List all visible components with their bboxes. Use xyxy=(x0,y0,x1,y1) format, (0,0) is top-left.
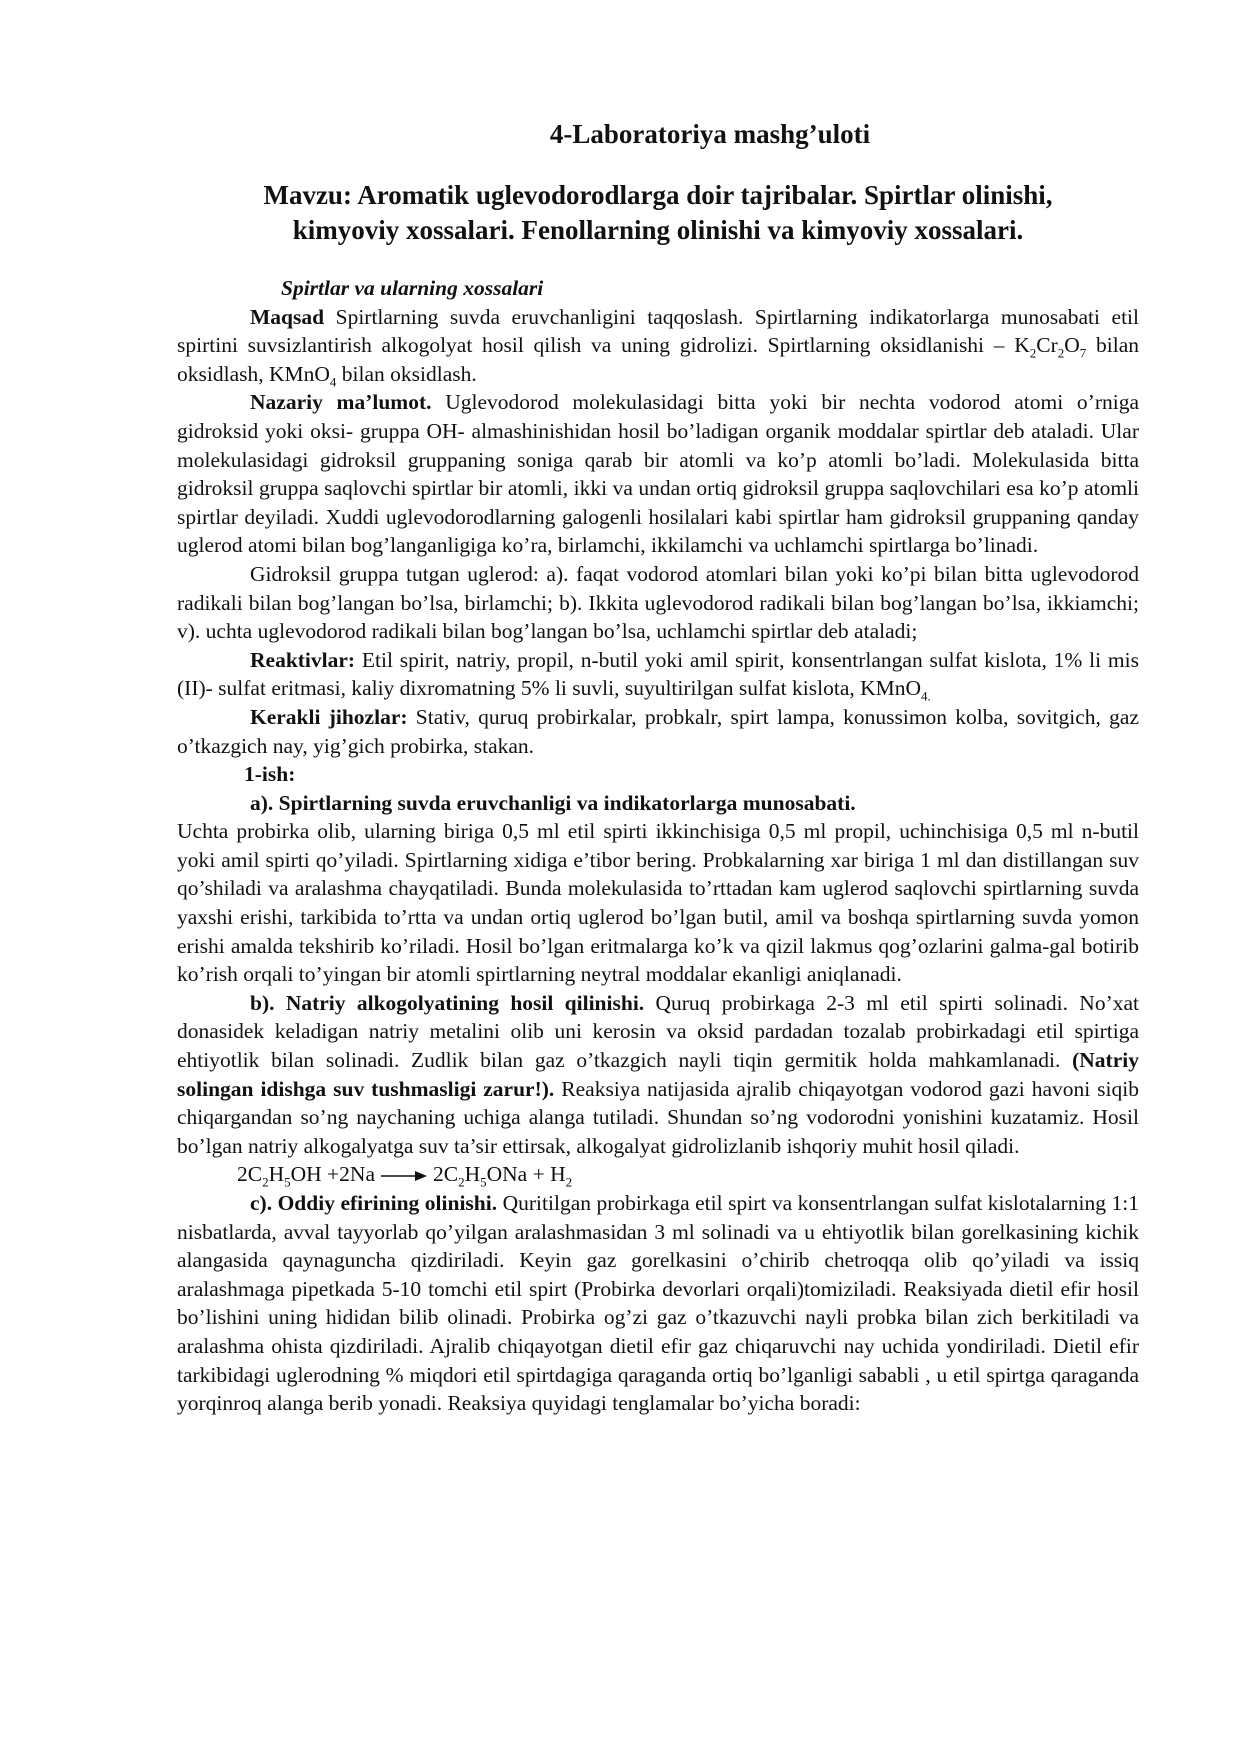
dichromate-formula: $K_2Cr_2O_7$ xyxy=(1014,333,1087,361)
reaction-arrow-icon xyxy=(381,1170,427,1182)
section-b-heading: b). Natriy alkogolyatining hosil qilinishi. xyxy=(250,990,645,1015)
section-c-text: Quritilgan probirkaga etil spirt va konsentrlangan sulfat kislotalarning 1:1 nisbatlarda, avval tayyorlab qo’yilgan aralashmasidan 3 ml solinadi va u ehtiyotlik bilan gorelkasining kichik alangasida qaynaguncha qizdiriladi. Keyin gaz gorelkasini o’chirib chetroqqa olib qo’yiladi va issiq aralashmaga pipetkada 5-10 tomchi etil spirt (Probirka devorlari orqali)tomiziladi. Reaksiyada dietil efir hosil bo’lishini uning hididan bilib olinadi. Probirka og’zi gaz o’tkazuvchi nayli probka bilan zich berkitiladi va aralashma ohista qizdiriladi. Ajralib chiqayotgan dietil efir gaz chiqaruvchi nay uchida yondiriladi. Dietil efir tarkibidagi uglerodning % miqdori etil spirtdagiga qaraganda ortiq bo’lganligi sababli , u etil spirtga qaraganda yorqinroq alanga berib yonadi. Reaksiya quyidagi tenglamalar bo’yicha boradi: xyxy=(177,1191,1139,1416)
maqsad-tail: bilan oksidlash, KMnO xyxy=(177,333,1139,386)
maqsad-paragraph: Maqsad Spirtlarning suvda eruvchanligini taqqoslash. Spirtlarning indikatorlarga munosabati etil spirtini suvsizlantirish alkogolyat hosil qilish va uning gidrolizi. Spirtlarning oksidlanishi – $K_2Cr_2O_7$ bilan oksidlash, KMnO$_4$ bilan oksidlash. xyxy=(177,304,1139,390)
document-body xyxy=(177,274,1139,1418)
section-b-text1: Quruq probirkaga 2-3 ml etil spirti solinadi. No’xat donasidek keladigan natriy metalini olib uni kerosin va oksid pardadan tozalab probirkadagi etil spirtiga ehtiyotlik bilan solinadi. Zudlik bilan gaz o’tkazgich nayli tiqin germitik holda mahkamlanadi. xyxy=(177,990,1139,1073)
section-a-heading: a). Spirtlarning suvda eruvchanligi va indikatorlarga munosabati. xyxy=(250,790,856,815)
lab-title: 4-Laboratoriya mashg’uloti xyxy=(549,119,871,149)
nazariy-text: Uglevodorod molekulasidagi bitta yoki bir nechta vodorod atomi o’rniga gidroksid yoki oksi- gruppa OH- almashinishidan hosil bo’ladigan organik moddalar spirtlar deb ataladi. Ular molekulasidagi gidroksil gruppaning soniga qarab bir atomli va ko’p atomli bo’ladi. Molekulasida bitta gidroksil gruppa saqlovchi spirtlar bir atomli, ikki va undan ortiq gidroksil gruppa saqlovchilari esa ko’p atomli spirtlar deyiladi. Xuddi uglevodorodlarning galogenli hosilalari kabi spirtlar ham gidroksil gruppaning qanday uglerod atomi bilan bog’langanligiga ko’ra, birlamchi, ikkilamchi va uchlamchi spirtlarga bo’linadi. xyxy=(177,390,1139,558)
reaktivlar-paragraph xyxy=(177,646,1139,703)
section-subtitle: Spirtlar va ularning xossalari xyxy=(281,276,544,300)
reaktivlar-label: Reaktivlar: xyxy=(250,647,356,672)
gidroksil-paragraph: Gidroksil gruppa tutgan uglerod: a). faqat vodorod atomlari bilan yoki ko’pi bilan bitta uglevodorod radikali bilan bog’langan bo’lsa, birlamchi; b). Ikkita uglevodorod radikali bilan bog’langan bo’lsa, ikkiamchi; v). uchta uglevodorod radikali bilan bog’langan bo’lsa, uchlamchi spirtlar deb ataladi; xyxy=(177,561,1139,644)
maqsad-tail2: bilan oksidlash. xyxy=(336,361,477,386)
jihozlar-paragraph xyxy=(177,703,1139,760)
nazariy-label: Nazariy ma’lumot. xyxy=(250,390,432,415)
section-b-paragraph xyxy=(177,989,1139,1161)
reaktivlar-text: Etil spirit, natriy, propil, n-butil yoki amil spirit, konsentrlangan sulfat kislota, 1% li mis (II)- sulfat eritmasi, kaliy dixromatning 5% li suvli, suyultirilgan sulfat kislota, KMnO xyxy=(177,647,1139,701)
theme-line-2: kimyoviy xossalari. Fenollarning olinishi va kimyoviy xossalari. xyxy=(292,215,1024,245)
jihozlar-text: Stativ, quruq probirkalar, probkalr, spirt lampa, konussimon kolba, sovitgich, gaz o’tkazgich nay, yig’gich probirka, stakan. xyxy=(177,704,1139,758)
jihozlar-label: Kerakli jihozlar: xyxy=(250,704,408,729)
nazariy-paragraph xyxy=(177,388,1139,560)
reaction-equation xyxy=(177,1160,1139,1189)
theme-line-1: Mavzu: Aromatik uglevodorodlarga doir tajribalar. Spirtlar olinishi, xyxy=(263,180,1053,210)
equation-left: $2C_2H_5OH +2Na$ xyxy=(237,1162,375,1190)
maqsad-label: Maqsad xyxy=(250,304,325,329)
section-c-heading: c). Oddiy efirining olinishi. xyxy=(250,1191,498,1215)
equation-right: $2C_2H_5ONa + H_2$ xyxy=(433,1162,573,1190)
theme-heading xyxy=(177,178,1139,248)
section-b-warning: (Natriy solingan idishga suv tushmasligi zarur!). xyxy=(177,1048,1139,1101)
ish-heading: 1-ish: xyxy=(244,762,296,787)
maqsad-text: Spirtlarning suvda eruvchanligini taqqoslash. Spirtlarning indikatorlarga munosabati etil spirtini suvsizlantirish alkogolyat hosil qilish va uning gidrolizi. Spirtlarning oksidlanishi – xyxy=(177,304,1139,358)
section-a-text: Uchta probirka olib, ularning biriga 0,5 ml etil spirti ikkinchisiga 0,5 ml propil, uchinchisiga 0,5 ml n-butil yoki amil spirti qo’yiladi. Spirtlarning xidiga e’tibor bering. Probkalarning xar biriga 1 ml dan distillangan suv qo’shiladi va aralashma chayqatiladi. Bunda molekulasida to’rttadan kam uglerod saqlovchi spirtlarning suvda yaxshi erishi, tarkibida to’rtta va undan ortiq uglerod bo’lgan butil, amil va boshqa spirtlarning suvda yomon erishi amalda tekshirib ko’riladi. Hosil bo’lgan eritmalarga ko’k va qizil lakmus qog’ozlarini galma-gal botirib ko’rish orqali to’yingan bir atomli spirtlarning neytral moddalar ekanligi aniqlanadi. xyxy=(177,819,1139,987)
section-c-paragraph xyxy=(177,1189,1139,1418)
section-b-text2: Reaksiya natijasida ajralib chiqayotgan vodorod gazi havoni siqib chiqargandan so’ng naychaning uchiga alanga tutiladi. Shundan so’ng vodorodni yonishini kuzatamiz. Hosil bo’lgan natriy alkogalyatga suv ta’sir ettirsak, alkogalyat gidrolizlanib ishqoriy muhit hosil qiladi. xyxy=(177,1076,1139,1158)
reaktivlar-sub: 4. xyxy=(921,688,931,704)
